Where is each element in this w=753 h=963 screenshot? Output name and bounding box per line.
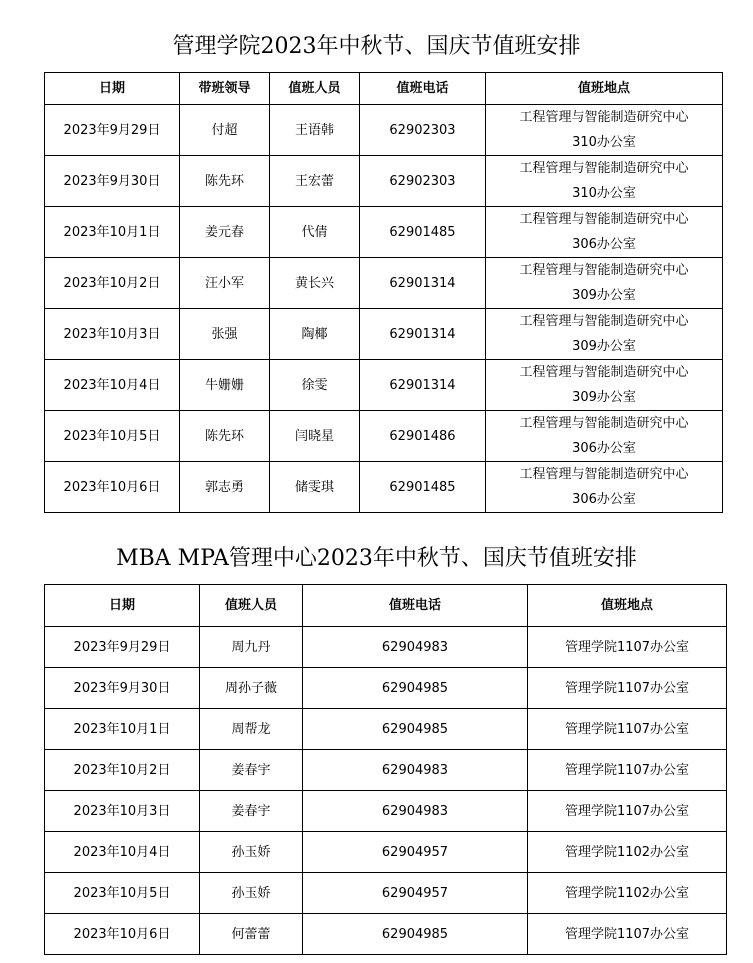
staff-cell: 孙玉娇 [200, 873, 303, 914]
header-leader: 带班领导 [180, 73, 270, 105]
location-cell [486, 156, 723, 207]
table-row [45, 309, 723, 360]
header-location: 值班地点 [486, 73, 723, 105]
location-cell: 管理学院1107办公室 [528, 791, 727, 832]
location-line-1: 工程管理与智能制造研究中心 [519, 314, 689, 329]
schedule-title: 管理学院2023年中秋节、国庆节值班安排 [172, 34, 581, 59]
location-line-2: 309办公室 [572, 339, 636, 354]
table-header-row [45, 585, 727, 627]
table-row [45, 750, 727, 791]
table-row [45, 258, 723, 309]
staff-cell: 何蕾蕾 [200, 914, 303, 955]
header-date: 日期 [45, 73, 180, 105]
location-cell [486, 360, 723, 411]
date-cell: 2023年10月3日 [45, 309, 180, 360]
date-cell: 2023年10月2日 [45, 750, 200, 791]
date-cell: 2023年10月6日 [45, 462, 180, 513]
header-location: 值班地点 [528, 585, 727, 627]
header-staff: 值班人员 [200, 585, 303, 627]
location-line-2: 309办公室 [572, 390, 636, 405]
phone-cell: 62904957 [303, 873, 528, 914]
location-line-1: 工程管理与智能制造研究中心 [519, 416, 689, 431]
header-date: 日期 [45, 585, 200, 627]
leader-cell: 付超 [180, 105, 270, 156]
phone-cell: 62901314 [360, 258, 486, 309]
location-cell [486, 105, 723, 156]
phone-cell: 62901485 [360, 462, 486, 513]
table-row [45, 832, 727, 873]
phone-cell: 62902303 [360, 105, 486, 156]
leader-cell: 郭志勇 [180, 462, 270, 513]
date-cell: 2023年10月1日 [45, 207, 180, 258]
location-cell: 管理学院1107办公室 [528, 914, 727, 955]
location-line-1: 工程管理与智能制造研究中心 [519, 467, 689, 482]
location-cell: 管理学院1107办公室 [528, 668, 727, 709]
staff-cell: 黄长兴 [270, 258, 360, 309]
phone-cell: 62904985 [303, 709, 528, 750]
staff-cell: 储雯琪 [270, 462, 360, 513]
table-row [45, 709, 727, 750]
location-cell [486, 258, 723, 309]
staff-cell: 代倩 [270, 207, 360, 258]
date-cell: 2023年10月2日 [45, 258, 180, 309]
phone-cell: 62901486 [360, 411, 486, 462]
date-cell: 2023年10月3日 [45, 791, 200, 832]
date-cell: 2023年10月1日 [45, 709, 200, 750]
table-row [45, 207, 723, 258]
location-line-2: 306办公室 [572, 441, 636, 456]
date-cell: 2023年10月4日 [45, 832, 200, 873]
date-cell: 2023年10月5日 [45, 411, 180, 462]
staff-cell: 周九丹 [200, 627, 303, 668]
phone-cell: 62904983 [303, 627, 528, 668]
location-line-1: 工程管理与智能制造研究中心 [519, 161, 689, 176]
location-line-2: 309办公室 [572, 288, 636, 303]
location-line-2: 310办公室 [572, 135, 636, 150]
staff-cell: 陶椰 [270, 309, 360, 360]
location-cell: 管理学院1102办公室 [528, 873, 727, 914]
header-phone: 值班电话 [303, 585, 528, 627]
location-cell: 管理学院1107办公室 [528, 627, 727, 668]
location-cell [486, 411, 723, 462]
staff-cell: 周孙子薇 [200, 668, 303, 709]
location-line-2: 306办公室 [572, 237, 636, 252]
table-row [45, 105, 723, 156]
date-cell: 2023年9月30日 [45, 156, 180, 207]
location-cell [486, 462, 723, 513]
table-row [45, 462, 723, 513]
phone-cell: 62904983 [303, 791, 528, 832]
table-row [45, 668, 727, 709]
leader-cell: 陈先环 [180, 156, 270, 207]
mba-duty-schedule-table [44, 584, 727, 955]
mba-schedule-title: MBA MPA管理中心2023年中秋节、国庆节值班安排 [116, 546, 637, 571]
phone-cell: 62901314 [360, 309, 486, 360]
leader-cell: 牛姗姗 [180, 360, 270, 411]
phone-cell: 62902303 [360, 156, 486, 207]
staff-cell: 姜春宇 [200, 750, 303, 791]
date-cell: 2023年10月6日 [45, 914, 200, 955]
location-line-1: 工程管理与智能制造研究中心 [519, 212, 689, 227]
location-line-1: 工程管理与智能制造研究中心 [519, 263, 689, 278]
table-row [45, 411, 723, 462]
date-cell: 2023年10月5日 [45, 873, 200, 914]
phone-cell: 62904985 [303, 914, 528, 955]
staff-cell: 徐雯 [270, 360, 360, 411]
location-line-1: 工程管理与智能制造研究中心 [519, 110, 689, 125]
date-cell: 2023年10月4日 [45, 360, 180, 411]
staff-cell: 周帮龙 [200, 709, 303, 750]
table-row [45, 873, 727, 914]
table-row [45, 791, 727, 832]
phone-cell: 62904957 [303, 832, 528, 873]
leader-cell: 汪小军 [180, 258, 270, 309]
phone-cell: 62904983 [303, 750, 528, 791]
date-cell: 2023年9月29日 [45, 627, 200, 668]
date-cell: 2023年9月30日 [45, 668, 200, 709]
staff-cell: 王宏蕾 [270, 156, 360, 207]
location-cell [486, 309, 723, 360]
location-cell: 管理学院1107办公室 [528, 709, 727, 750]
phone-cell: 62901485 [360, 207, 486, 258]
header-phone: 值班电话 [360, 73, 486, 105]
staff-cell: 王语韩 [270, 105, 360, 156]
table-row [45, 156, 723, 207]
table-header-row [45, 73, 723, 105]
location-cell: 管理学院1107办公室 [528, 750, 727, 791]
staff-cell: 姜春宇 [200, 791, 303, 832]
location-cell: 管理学院1102办公室 [528, 832, 727, 873]
location-line-2: 306办公室 [572, 492, 636, 507]
date-cell: 2023年9月29日 [45, 105, 180, 156]
location-line-2: 310办公室 [572, 186, 636, 201]
duty-schedule-table [44, 72, 723, 513]
table-row [45, 627, 727, 668]
location-line-1: 工程管理与智能制造研究中心 [519, 365, 689, 380]
table-row [45, 360, 723, 411]
staff-cell: 孙玉娇 [200, 832, 303, 873]
table-row [45, 914, 727, 955]
staff-cell: 闫晓星 [270, 411, 360, 462]
leader-cell: 姜元春 [180, 207, 270, 258]
phone-cell: 62901314 [360, 360, 486, 411]
phone-cell: 62904985 [303, 668, 528, 709]
location-cell [486, 207, 723, 258]
leader-cell: 陈先环 [180, 411, 270, 462]
header-staff: 值班人员 [270, 73, 360, 105]
leader-cell: 张强 [180, 309, 270, 360]
